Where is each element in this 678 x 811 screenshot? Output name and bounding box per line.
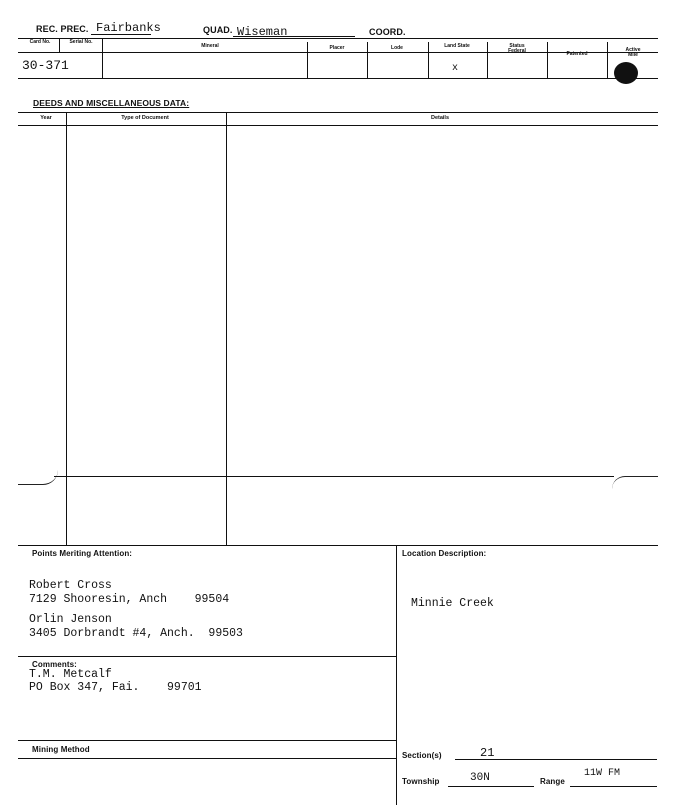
quad-value: Wiseman [237, 25, 288, 39]
col-mineral: Mineral [201, 43, 219, 49]
points-name: Orlin Jenson [29, 613, 112, 626]
township-label: Township [402, 777, 440, 786]
col-year: Year [40, 115, 52, 121]
range-label: Range [540, 777, 565, 786]
col-type-of-document: Type of Document [121, 115, 169, 121]
col-card-no: Card No. [29, 39, 51, 45]
range-value: 11W FM [584, 768, 621, 779]
mining-method-label: Mining Method [32, 745, 90, 754]
comments-address: PO Box 347, Fai. 99701 [29, 681, 202, 694]
points-address: 7129 Shooresin, Anch 99504 [29, 593, 230, 606]
deeds-title: DEEDS AND MISCELLANEOUS DATA: [33, 98, 190, 108]
rec-prec-value: Fairbanks [96, 21, 161, 35]
active-dot [614, 62, 638, 84]
col-active-mile: Active Mile [625, 47, 641, 58]
points-address: 3405 Dorbrandt #4, Anch. 99503 [29, 627, 243, 640]
coord-label: COORD. [369, 27, 406, 37]
col-status-federal: Status Federal [508, 43, 526, 54]
col-patented: Patented [566, 51, 588, 57]
land-state-mark: x [452, 63, 459, 74]
col-land-state: Land State [444, 43, 470, 49]
section-value: 21 [480, 746, 495, 760]
rec-prec-label: REC. PREC. [36, 24, 89, 34]
section-label: Section(s) [402, 751, 442, 760]
col-serial-no: Serial No. [69, 39, 93, 45]
col-details: Details [430, 115, 450, 121]
comments-label: Comments: [32, 660, 77, 669]
comments-name: T.M. Metcalf [29, 668, 112, 681]
location-value: Minnie Creek [411, 597, 494, 610]
township-value: 30N [470, 772, 490, 784]
points-label: Points Meriting Attention: [32, 549, 133, 558]
location-label: Location Description: [402, 549, 487, 558]
col-placer: Placer [329, 45, 345, 51]
quad-label: QUAD. [203, 25, 233, 35]
points-name: Robert Cross [29, 579, 112, 592]
col-lode: Lode [391, 45, 403, 51]
card-number: 30-371 [22, 58, 69, 73]
